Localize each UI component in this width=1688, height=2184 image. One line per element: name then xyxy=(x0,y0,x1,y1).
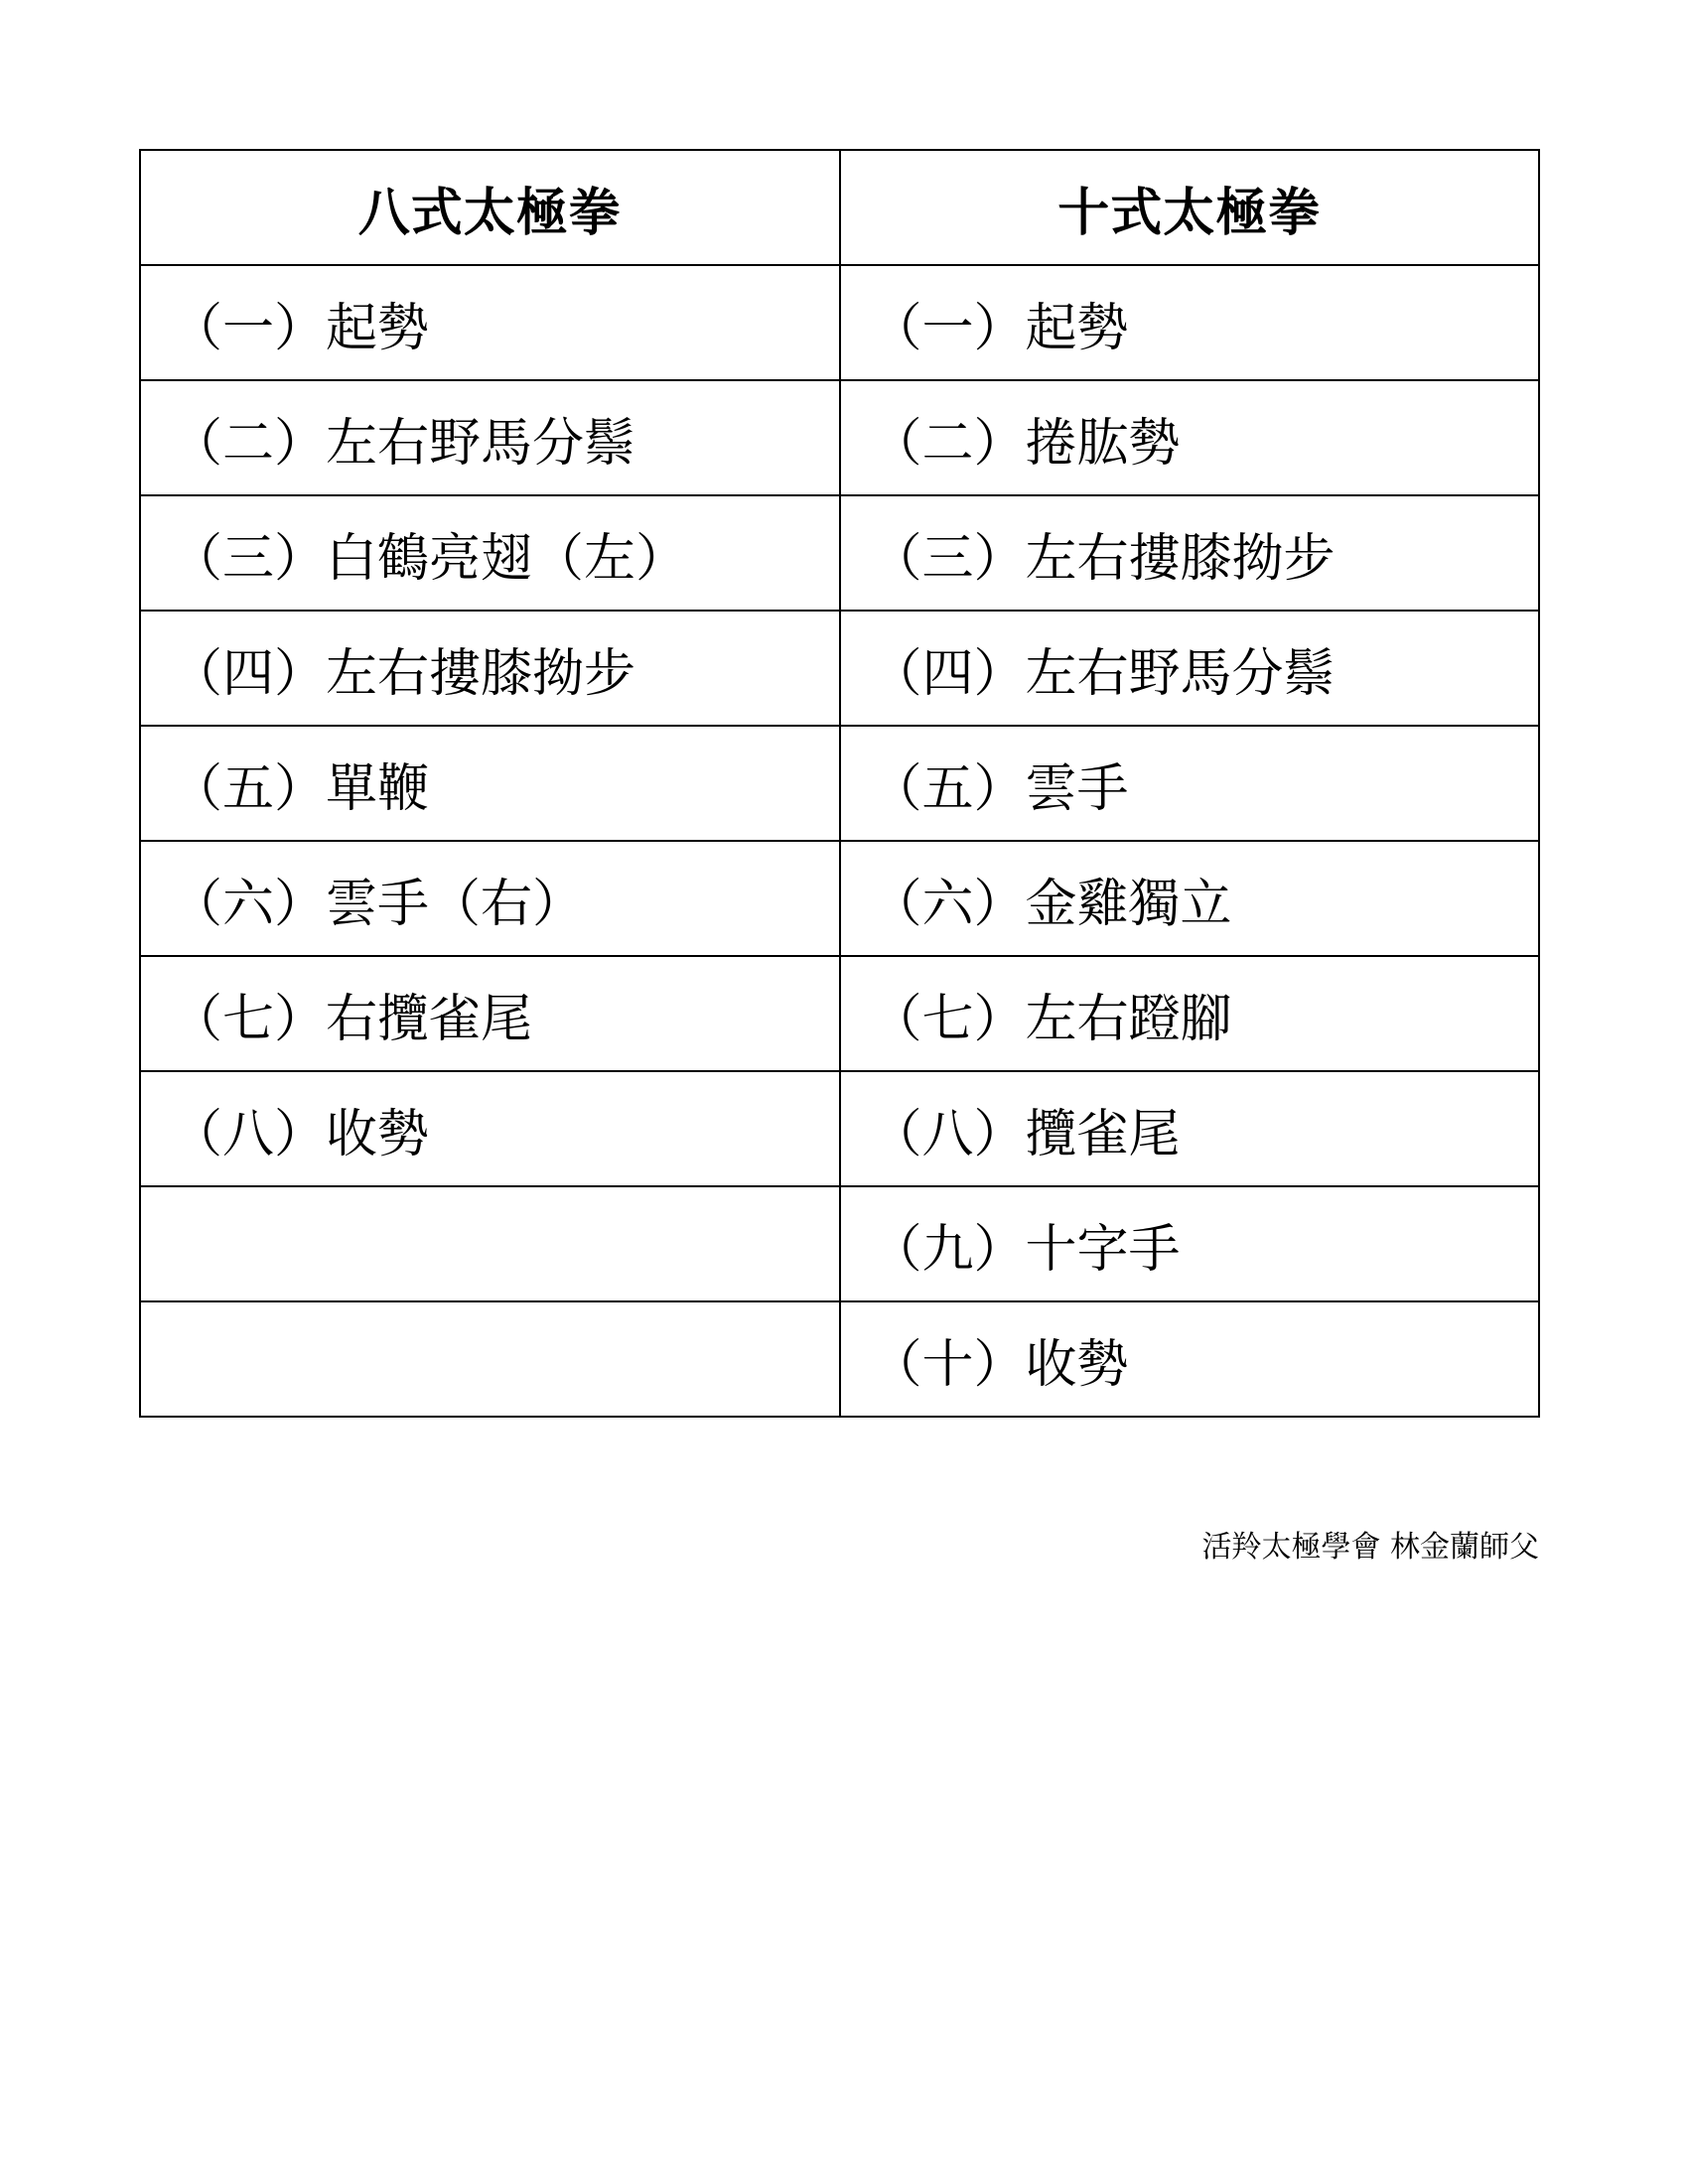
table-row xyxy=(140,726,1539,841)
table-row xyxy=(140,265,1539,380)
ten-form-move: （九）十字手 xyxy=(840,1186,1540,1301)
ten-form-move: （十）收勢 xyxy=(840,1301,1540,1417)
header-eight-form: 八式太極拳 xyxy=(140,150,840,265)
eight-form-move: （二）左右野馬分鬃 xyxy=(140,380,840,495)
eight-form-move: （四）左右摟膝拗步 xyxy=(140,611,840,726)
eight-form-move: （八）收勢 xyxy=(140,1071,840,1186)
ten-form-move: （五）雲手 xyxy=(840,726,1540,841)
footer-credit: 活羚太極學會 林金蘭師父 xyxy=(1201,1530,1539,1565)
ten-form-move: （二）捲肱勢 xyxy=(840,380,1540,495)
table-row xyxy=(140,1071,1539,1186)
eight-form-move: （五）單鞭 xyxy=(140,726,840,841)
eight-form-move: （一）起勢 xyxy=(140,265,840,380)
ten-form-move: （六）金雞獨立 xyxy=(840,841,1540,956)
header-ten-form: 十式太極拳 xyxy=(840,150,1540,265)
taichi-forms-table xyxy=(139,149,1540,1418)
eight-form-move: （三）白鶴亮翅（左） xyxy=(140,495,840,611)
table-row xyxy=(140,1301,1539,1417)
table-row xyxy=(140,495,1539,611)
table-row xyxy=(140,956,1539,1071)
table-row xyxy=(140,841,1539,956)
eight-form-move: （六）雲手（右） xyxy=(140,841,840,956)
eight-form-move: （七）右攬雀尾 xyxy=(140,956,840,1071)
table-row xyxy=(140,611,1539,726)
ten-form-move: （一）起勢 xyxy=(840,265,1540,380)
table-row xyxy=(140,1186,1539,1301)
table-header-row xyxy=(140,150,1539,265)
eight-form-move-empty xyxy=(140,1186,840,1301)
table-row xyxy=(140,380,1539,495)
eight-form-move-empty xyxy=(140,1301,840,1417)
ten-form-move: （七）左右蹬腳 xyxy=(840,956,1540,1071)
ten-form-move: （三）左右摟膝拗步 xyxy=(840,495,1540,611)
ten-form-move: （四）左右野馬分鬃 xyxy=(840,611,1540,726)
ten-form-move: （八）攬雀尾 xyxy=(840,1071,1540,1186)
